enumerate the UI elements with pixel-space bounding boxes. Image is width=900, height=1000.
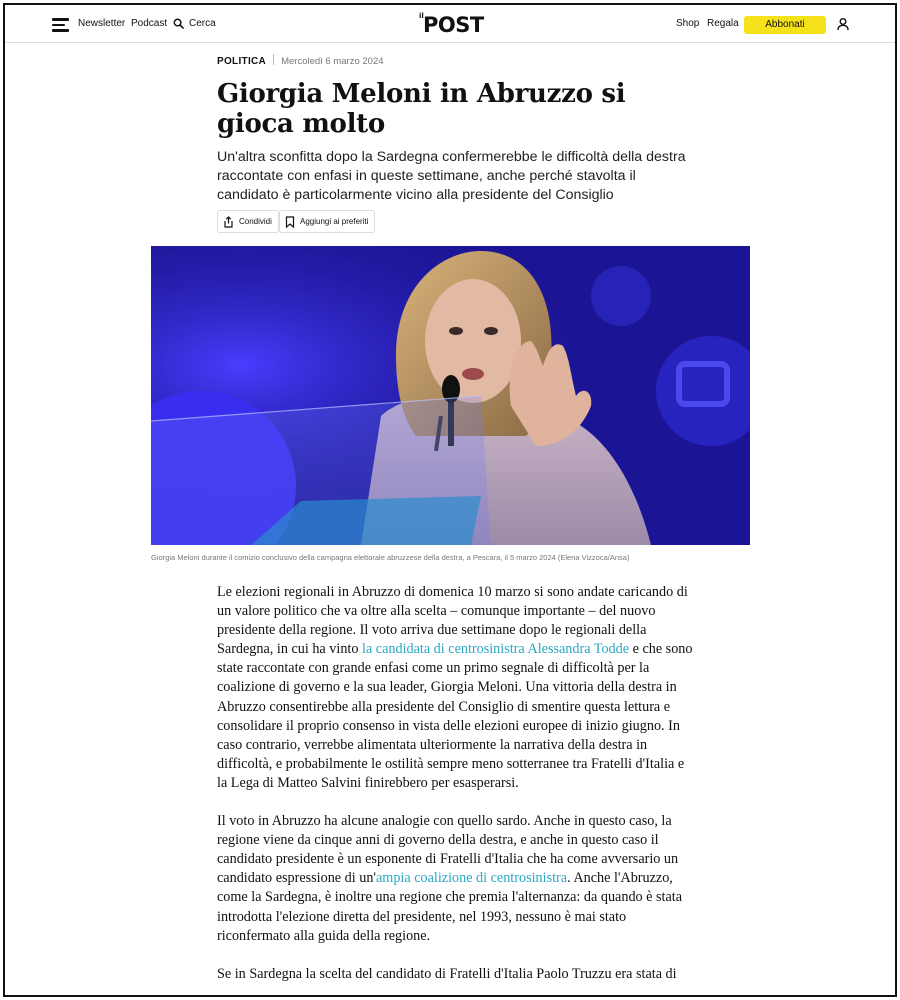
nav-shop-link[interactable]: Shop (676, 18, 700, 29)
link-todde[interactable]: la candidata di centrosinistra Alessandra Todde (362, 641, 630, 658)
paragraph-text: Il voto in Abruzzo ha alcune analogie con quello sardo. Anche in questo caso, la regione viene da cinque anni di governo della destra, e anche in questo caso il candidato presidente è un esponente di Fratelli d'Italia che ha come avversario un candidato espressione di un' (217, 813, 679, 887)
nav-podcast-link[interactable]: Podcast (131, 18, 168, 29)
paragraph-text: Le elezioni regionali in Abruzzo di domenica 10 marzo si sono andate caricando di un valore politico che va oltre alla scelta – comunque importante – del nuovo presidente della regione. Il voto arriva due settimane dopo le regionali della Sardegna, in cui ha vinto (217, 584, 688, 658)
paragraph (217, 583, 695, 793)
share-icon (223, 216, 234, 228)
share-label: Condividi (239, 217, 272, 226)
nav-gift-link[interactable]: Regala (707, 18, 739, 29)
paragraph (217, 965, 695, 984)
paragraph (217, 812, 695, 946)
share-button[interactable] (217, 210, 279, 233)
hero-photo-illustration (151, 246, 750, 545)
paragraph-text: . Anche l'Abruzzo, come la Sardegna, è inoltre una regione che premia l'alternanza: da quando è stata introdotta l'elezione diretta del presidente, nel 1993, nessuno è mai stato riconfermato alla guida della regione. (217, 870, 683, 944)
paragraph-text: Se in Sardegna la scelta del candidato di Fratelli d'Italia Paolo Truzzu era stata di (217, 965, 677, 982)
bookmark-button[interactable] (279, 210, 375, 233)
section-label[interactable]: POLITICA (217, 56, 267, 67)
link-coalition[interactable]: ampia coalizione di centrosinistra (375, 870, 568, 887)
logo-prefix: il (419, 12, 424, 20)
nav-newsletter-link[interactable]: Newsletter (78, 18, 126, 29)
logo-text: POST (423, 13, 484, 37)
site-header (5, 5, 895, 43)
article-subtitle: Un'altra sconfitta dopo la Sardegna confermerebbe le difficoltà della destra raccontate con enfasi in queste settimane, anche perché stavolta il candidato è particolarmente vicino alla presidente del Consiglio (217, 149, 686, 203)
hero-image (151, 246, 750, 545)
image-caption: Giorgia Meloni durante il comizio conclusivo della campagna elettorale abruzzese della destra, a Pescara, il 5 marzo 2024 (Elena Vizzoca/Ansa) (151, 553, 630, 562)
search-icon[interactable] (173, 18, 184, 29)
bookmark-label: Aggiungi ai preferiti (300, 217, 369, 226)
browser-frame (3, 3, 897, 997)
meta-divider (273, 54, 274, 65)
article-meta (217, 54, 384, 67)
nav-search-link[interactable]: Cerca (189, 18, 216, 29)
user-account-icon[interactable] (836, 17, 850, 31)
article-title: Giorgia Meloni in Abruzzo si gioca molto (217, 79, 626, 139)
bookmark-icon (285, 216, 295, 228)
subscribe-button[interactable]: Abbonati (744, 16, 826, 34)
hamburger-menu-icon[interactable] (52, 18, 69, 31)
article-body (217, 583, 695, 997)
paragraph-text: e che sono state raccontate con grande enfasi come un primo segnale di difficoltà per la coalizione di governo e la sua leader, Giorgia Meloni. Una vittoria della destra in Abruzzo consentirebbe alla presidente del Consiglio di smentire questa lettura e consolidare il proprio consenso in vista delle elezioni europee di inizio giugno. In caso contrario, verrebbe alimentata ulteriormente la narrativa della destra in difficoltà, e probabilmente le ostilità sempre meno sotterranee tra Fratelli d'Italia e la Lega di Matteo Salvini finirebbero per esasperarsi. (217, 641, 693, 791)
article-date: Mercoledì 6 marzo 2024 (281, 56, 384, 67)
